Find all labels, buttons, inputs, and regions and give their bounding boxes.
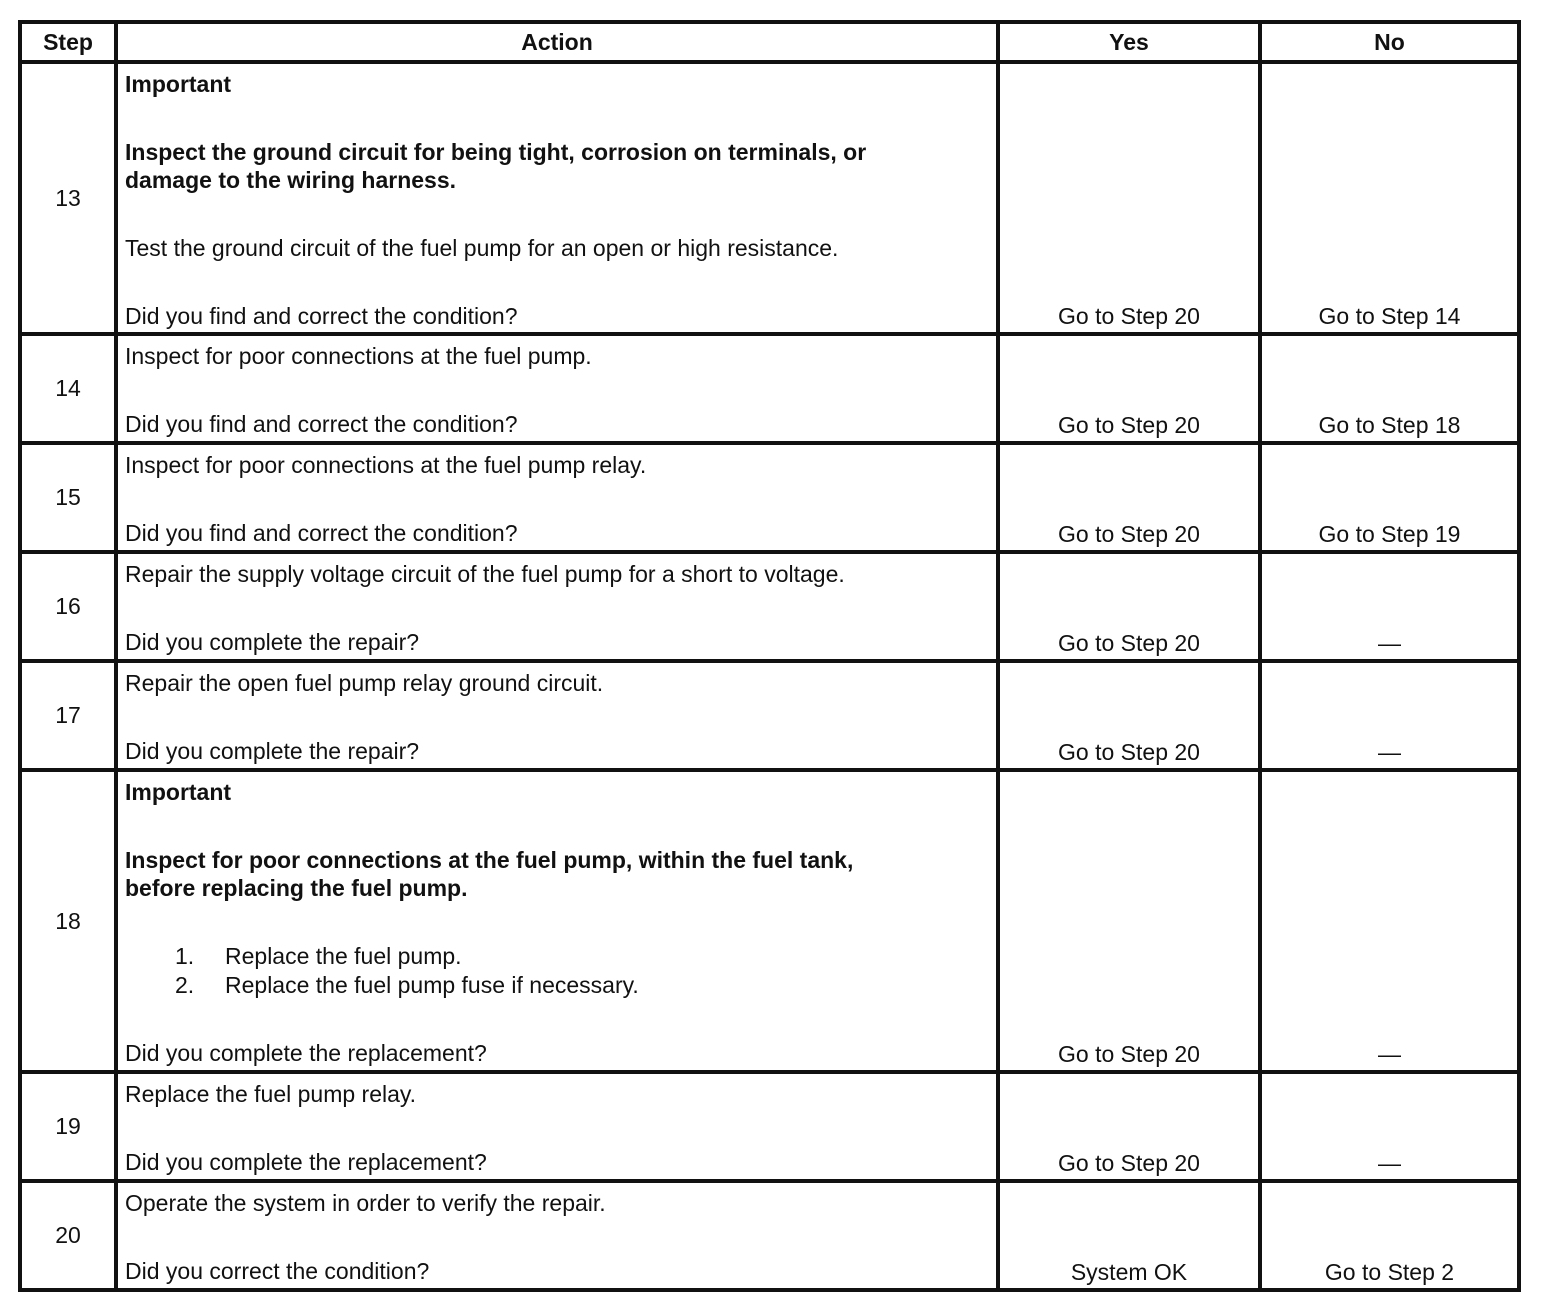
- yes-result: Go to Step 20: [1058, 412, 1200, 438]
- important-label: Important: [125, 71, 232, 97]
- yes-result: System OK: [1070, 1259, 1188, 1285]
- table-row: [18, 554, 1521, 663]
- action-cell: [118, 1074, 1000, 1179]
- table-header-row: [18, 20, 1521, 64]
- list-text: Replace the fuel pump fuse if necessary.: [225, 972, 639, 998]
- question-text: Did you find and correct the condition?: [125, 520, 518, 546]
- yes-result: Go to Step 20: [1058, 630, 1200, 656]
- question-text: Did you complete the replacement?: [125, 1040, 487, 1066]
- table-row: [18, 1183, 1521, 1292]
- step-number: 17: [55, 702, 81, 728]
- header-no: No: [1374, 29, 1405, 55]
- important-text: damage to the wiring harness.: [125, 167, 457, 193]
- action-cell: [118, 64, 1000, 332]
- table-row: [18, 663, 1521, 772]
- no-result: —: [1378, 630, 1401, 656]
- step-number: 16: [55, 593, 81, 619]
- yes-result: Go to Step 20: [1058, 1150, 1200, 1176]
- question-text: Did you complete the repair?: [125, 629, 420, 655]
- important-text: Inspect the ground circuit for being tight, corrosion on terminals, or: [125, 139, 867, 165]
- question-text: Did you complete the replacement?: [125, 1149, 487, 1175]
- no-result: Go to Step 18: [1318, 412, 1461, 438]
- no-result: —: [1378, 1150, 1401, 1176]
- step-number: 14: [55, 375, 81, 401]
- list-text: Replace the fuel pump.: [225, 943, 462, 969]
- question-text: Did you find and correct the condition?: [125, 303, 518, 329]
- instruction-text: Repair the supply voltage circuit of the fuel pump for a short to voltage.: [125, 561, 845, 587]
- yes-result: Go to Step 20: [1058, 739, 1200, 765]
- important-text: before replacing the fuel pump.: [125, 875, 468, 901]
- no-result: Go to Step 14: [1318, 303, 1461, 329]
- no-result: —: [1378, 1041, 1401, 1067]
- question-text: Did you find and correct the condition?: [125, 411, 518, 437]
- list-item: [175, 971, 639, 999]
- yes-result: Go to Step 20: [1058, 1041, 1200, 1067]
- table-row: [18, 1074, 1521, 1183]
- table-row: [18, 336, 1521, 445]
- yes-result: Go to Step 20: [1058, 303, 1200, 329]
- action-cell: [118, 554, 1000, 659]
- header-action: Action: [118, 24, 1000, 60]
- header-step: Step: [22, 24, 118, 60]
- action-cell: [118, 1183, 1000, 1288]
- step-number: 13: [55, 184, 81, 211]
- step-number: 19: [55, 1113, 81, 1139]
- step-number: 15: [55, 484, 81, 510]
- instruction-text: Replace the fuel pump relay.: [125, 1081, 417, 1107]
- important-text: Inspect for poor connections at the fuel pump, within the fuel tank,: [125, 847, 854, 873]
- question-text: Did you complete the repair?: [125, 738, 420, 764]
- table-row: [18, 445, 1521, 554]
- instruction-text: Test the ground circuit of the fuel pump for an open or high resistance.: [125, 235, 839, 261]
- action-cell: [118, 336, 1000, 441]
- instruction-text: Inspect for poor connections at the fuel pump.: [125, 343, 592, 369]
- important-label: Important: [125, 779, 232, 805]
- list-number: 2.: [175, 972, 195, 998]
- list-item: [175, 942, 462, 970]
- action-cell: [118, 772, 1000, 1070]
- table-row: [18, 772, 1521, 1074]
- no-result: Go to Step 19: [1318, 521, 1461, 547]
- table-row: [18, 64, 1521, 336]
- header-yes: Yes: [1000, 24, 1262, 60]
- no-result: Go to Step 2: [1324, 1259, 1455, 1285]
- list-number: 1.: [175, 943, 195, 969]
- instruction-text: Inspect for poor connections at the fuel pump relay.: [125, 452, 647, 478]
- action-cell: [118, 445, 1000, 550]
- no-result: —: [1378, 739, 1401, 765]
- action-cell: [118, 663, 1000, 768]
- instruction-text: Repair the open fuel pump relay ground circuit.: [125, 670, 604, 696]
- question-text: Did you correct the condition?: [125, 1258, 430, 1284]
- yes-result: Go to Step 20: [1058, 521, 1200, 547]
- step-number: 18: [55, 907, 81, 934]
- step-number: 20: [55, 1222, 81, 1248]
- instruction-text: Operate the system in order to verify the repair.: [125, 1190, 606, 1216]
